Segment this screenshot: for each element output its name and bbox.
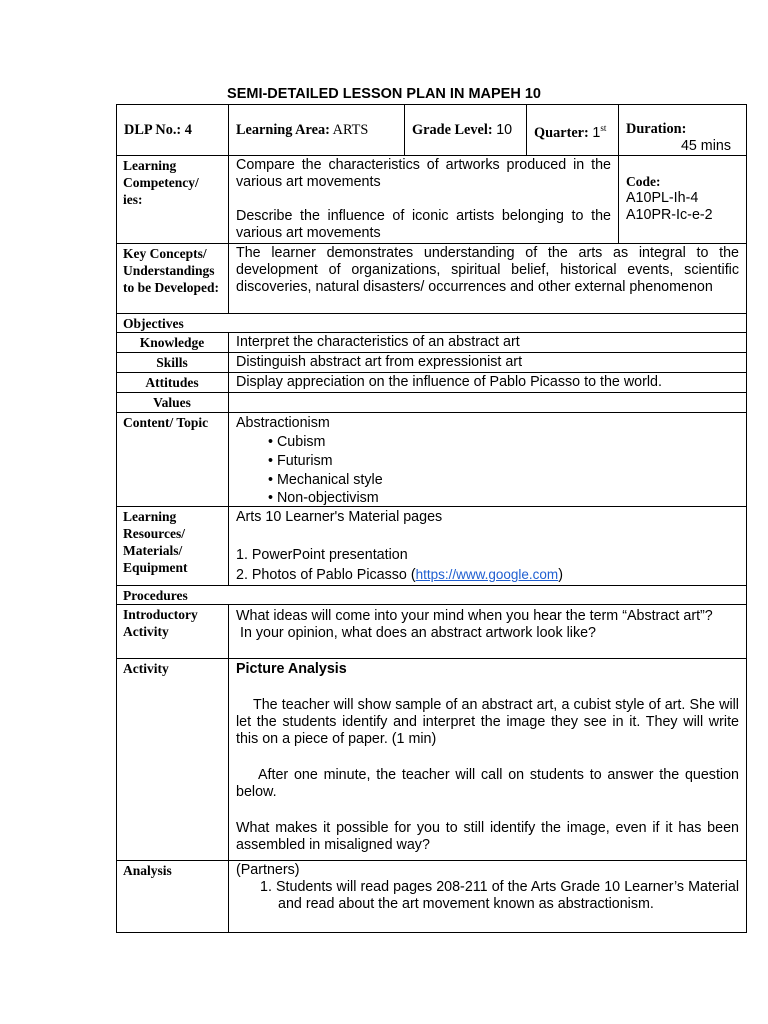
duration: Duration: 45 mins <box>619 105 747 156</box>
resources-label: Learning Resources/ Materials/ Equipment <box>117 507 229 586</box>
knowledge-text: Interpret the characteristics of an abstract art <box>229 333 747 353</box>
content-item: • Futurism <box>268 453 333 469</box>
content-cell <box>229 413 747 507</box>
analysis-label: Analysis <box>117 861 229 933</box>
attitudes-row <box>117 373 747 393</box>
learning-area: Learning Area: ARTS <box>229 105 405 156</box>
values-label: Values <box>117 393 229 413</box>
skills-row <box>117 353 747 373</box>
code-cell: Code: A10PL-Ih-4 A10PR-Ic-e-2 <box>619 156 747 244</box>
dlp-number: DLP No.: 4 <box>117 105 229 156</box>
content-label: Content/ Topic <box>117 413 229 507</box>
quarter: Quarter: 1st <box>527 105 619 156</box>
competency-row <box>117 156 747 244</box>
analysis-row <box>117 861 747 933</box>
content-row <box>117 413 747 507</box>
lesson-plan-table <box>116 104 747 933</box>
content-heading: Abstractionism <box>236 415 330 431</box>
analysis-cell: (Partners) 1. Students will read pages 208-211 of the Arts Grade 10 Learner’s Material and read about the art movement known as abstractionism. <box>229 861 747 933</box>
key-concepts-label: Key Concepts/ Understandings to be Developed: <box>117 244 229 314</box>
competency-label: Learning Competency/ ies: <box>117 156 229 244</box>
procedures-label: Procedures <box>117 586 747 605</box>
key-concepts-text: The learner demonstrates understanding of the arts as integral to the development of organizations, spiritual belief, historical events, scientific discoveries, natural disasters/ occurrences and other external phenomenon <box>229 244 747 314</box>
grade-level: Grade Level: 10 <box>405 105 527 156</box>
content-item: • Mechanical style <box>268 472 383 488</box>
header-row <box>117 105 747 156</box>
objectives-row <box>117 314 747 333</box>
attitudes-label: Attitudes <box>117 373 229 393</box>
activity-row <box>117 659 747 861</box>
google-link[interactable]: https://www.google.com <box>415 567 559 582</box>
intro-row <box>117 605 747 659</box>
content-item: • Non-objectivism <box>268 490 379 506</box>
skills-text: Distinguish abstract art from expressionist art <box>229 353 747 373</box>
document-title: SEMI-DETAILED LESSON PLAN IN MAPEH 10 <box>227 86 541 102</box>
activity-cell: Picture Analysis The teacher will show sample of an abstract art, a cubist style of art. She will let the students identify and interpret the image they see in it. They will write this on a piece of paper. (1 min) After one minute, the teacher will call on students to answer the question below. What makes it possible for you to still identify the image, even if it has been assembled in misaligned way? <box>229 659 747 861</box>
procedures-row <box>117 586 747 605</box>
objectives-label: Objectives <box>117 314 747 333</box>
activity-label: Activity <box>117 659 229 861</box>
resources-row <box>117 507 747 586</box>
values-text <box>229 393 747 413</box>
knowledge-label: Knowledge <box>117 333 229 353</box>
knowledge-row <box>117 333 747 353</box>
intro-cell: What ideas will come into your mind when you hear the term “Abstract art”? In your opinion, what does an abstract artwork look like? <box>229 605 747 659</box>
values-row <box>117 393 747 413</box>
content-item: • Cubism <box>268 434 326 450</box>
intro-label: Introductory Activity <box>117 605 229 659</box>
resources-cell: Arts 10 Learner's Material pages 1. PowerPoint presentation 2. Photos of Pablo Picasso (https://www.google.com) <box>229 507 747 586</box>
competency-text: Compare the characteristics of artworks produced in the various art movements Describe the influence of iconic artists belonging to the various art movements <box>229 156 619 244</box>
key-concepts-row <box>117 244 747 314</box>
attitudes-text: Display appreciation on the influence of Pablo Picasso to the world. <box>229 373 747 393</box>
skills-label: Skills <box>117 353 229 373</box>
activity-title: Picture Analysis <box>236 661 347 677</box>
